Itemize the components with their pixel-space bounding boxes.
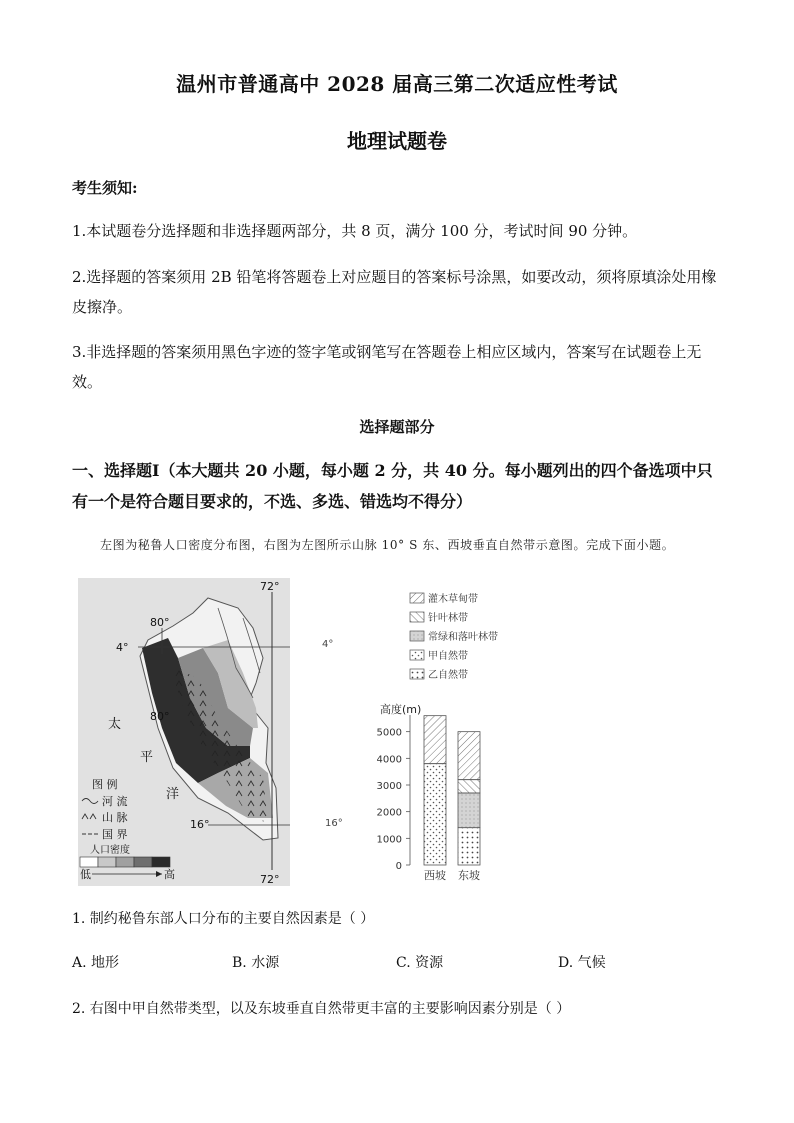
chart-tick-label: 5000	[376, 727, 402, 739]
legend-border: 国 界	[102, 828, 128, 841]
zone-legend-swatch	[410, 669, 424, 679]
zone-legend-swatch	[410, 650, 424, 660]
question-2: 2. 右图中甲自然带类型，以及东坡垂直自然带更丰富的主要影响因素分别是（ ）	[72, 1001, 571, 1017]
option-a[interactable]: A. 地形	[72, 955, 120, 971]
lon-label-bottom: 72°	[260, 873, 280, 886]
density-scale	[80, 857, 170, 867]
vertical-zone-figure	[360, 585, 530, 885]
lon-label-80-lower: 80°	[150, 710, 170, 723]
chart-category-label: 东坡	[458, 869, 480, 882]
section-heading: 选择题部分	[359, 418, 435, 436]
question-1: 1. 制约秘鲁东部人口分布的主要自然因素是（ ）	[72, 911, 375, 927]
ocean-label-1: 太	[108, 717, 122, 732]
legend-high: 高	[164, 868, 175, 881]
legend-river: 河 流	[102, 795, 128, 808]
zone-legend-swatch	[410, 593, 424, 603]
page-subtitle: 地理试题卷	[347, 129, 447, 153]
chart-categories	[424, 868, 480, 882]
legend-title: 图 例	[92, 778, 118, 791]
zone-legend-label: 针叶林带	[428, 613, 468, 624]
zone-legend-label: 常绿和落叶林带	[428, 632, 498, 643]
chart-bars	[424, 716, 480, 865]
density-swatch	[80, 857, 98, 867]
chart-bar-segment	[458, 780, 480, 793]
density-swatch	[116, 857, 134, 867]
option-c[interactable]: C. 资源	[396, 955, 444, 971]
peru-density-map	[78, 578, 290, 886]
legend-mountain: 山 脉	[102, 811, 128, 824]
notice-item-1: 1.本试题卷分选择题和非选择题两部分，共 8 页，满分 100 分，考试时间 90 分钟。	[72, 222, 638, 240]
chart-tick-label: 3000	[376, 781, 402, 792]
chart-tick-label: 4000	[376, 754, 402, 766]
ocean-label-2: 平	[140, 750, 154, 765]
zone-legend-label: 灌木草甸带	[428, 594, 478, 605]
chart-category-label: 西坡	[424, 869, 446, 882]
chart-ylabel: 高度(m)	[380, 703, 422, 716]
density-swatch	[152, 857, 170, 867]
density-swatch	[134, 857, 152, 867]
chart-ticks	[377, 728, 410, 872]
chart-bar-segment	[458, 828, 480, 865]
option-d[interactable]: D. 气候	[558, 955, 606, 971]
page-title: 温州市普通高中 2028 届高三第二次适应性考试	[176, 72, 618, 96]
chart-tick-label: 0	[395, 861, 402, 872]
notice-item-3: 3.非选择题的答案须用黑色字迹的签字笔或钢笔写在答题卷上相应区域内，答案写在试题卷上无效。	[72, 343, 702, 391]
zone-legend-label: 甲自然带	[428, 651, 468, 662]
lat-label-4-right: 4°	[322, 639, 334, 650]
legend-low: 低	[80, 868, 91, 881]
zone-legend-label: 乙自然带	[428, 670, 468, 681]
legend-density: 人口密度	[90, 845, 130, 856]
question-intro: 左图为秘鲁人口密度分布图，右图为左图所示山脉 10° S 东、西坡垂直自然带示意图。完成下面小题。	[100, 538, 675, 552]
lat-label-16-right: 16°	[325, 818, 343, 829]
option-b[interactable]: B. 水源	[232, 955, 280, 971]
lon-label-top: 72°	[260, 580, 280, 593]
ocean-label-3: 洋	[166, 787, 180, 802]
chart-bar-segment	[458, 732, 480, 780]
notice-item-2: 2.选择题的答案须用 2B 铅笔将答题卷上对应题目的答案标号涂黑，如要改动，须将原填涂处用橡皮擦净。	[72, 268, 717, 316]
lat-label-16-left: 16°	[190, 818, 210, 831]
lat-label-4-left: 4°	[116, 641, 129, 654]
lon-label-80-upper: 80°	[150, 616, 170, 629]
notice-heading: 考生须知:	[72, 179, 138, 197]
zone-legend-swatch	[410, 612, 424, 622]
chart-bar-segment	[458, 793, 480, 828]
part-heading: 一、选择题Ⅰ（本大题共 20 小题，每小题 2 分，共 40 分。每小题列出的四个备选项中只有一个是符合题目要求的，不选、多选、错选均不得分）	[72, 461, 713, 511]
zone-legend-swatch	[410, 631, 424, 641]
chart-tick-label: 2000	[376, 807, 402, 819]
chart-tick-label: 1000	[376, 834, 402, 846]
chart-bar-segment	[424, 716, 446, 764]
chart-bar-segment	[424, 764, 446, 865]
zone-legend	[410, 592, 498, 681]
density-swatch	[98, 857, 116, 867]
